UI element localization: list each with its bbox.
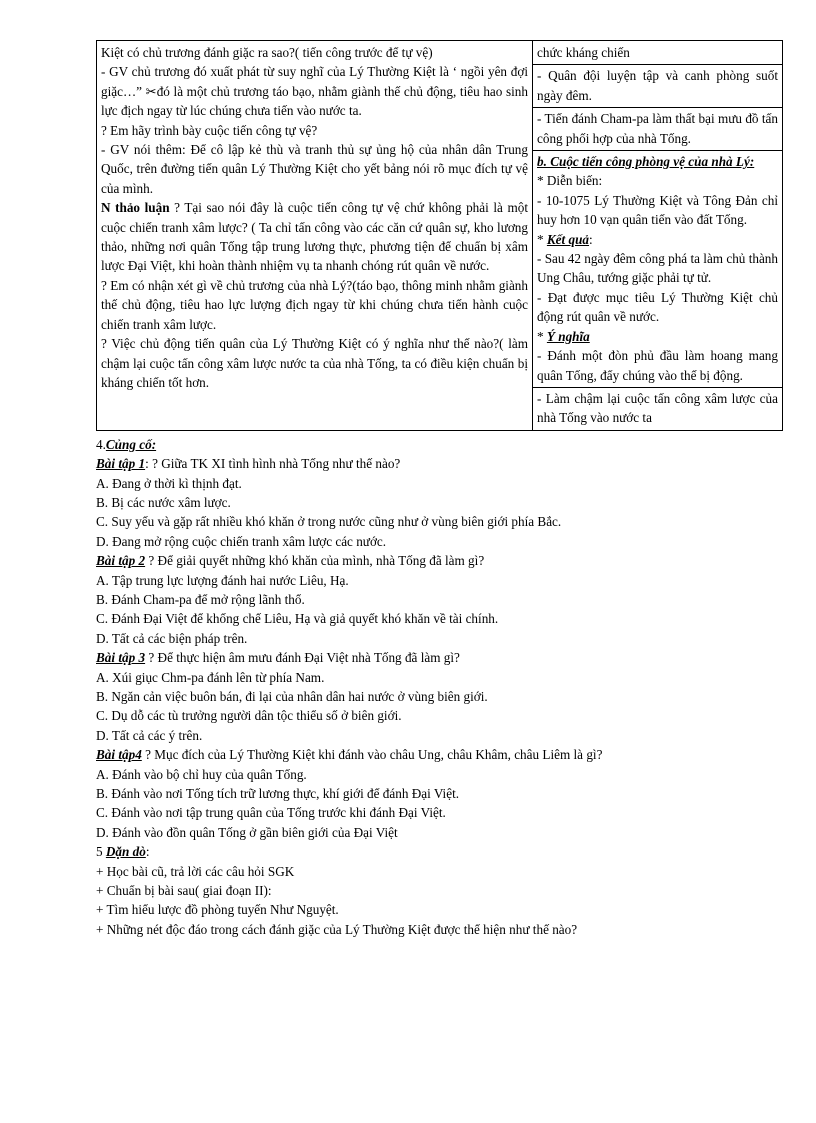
- right-divider: [533, 387, 782, 388]
- cung-co-heading: 4.Củng cố:: [96, 436, 157, 452]
- dien-bien-text: - 10-1075 Lý Thường Kiệt và Tông Đản chỉ huy hơn 10 vạn quân tiến vào đất Tống.: [537, 192, 778, 228]
- dan-do-item-3: + Tìm hiểu lược đồ phòng tuyến Như Nguyệt.: [96, 902, 339, 918]
- exercise-1-option-d: D. Đang mở rộng cuộc chiến tranh xâm lược các nước.: [96, 533, 387, 549]
- exercise-3-option-b: B. Ngăn cản việc buôn bán, đi lại của nhân dân hai nước ở vùng biên giới.: [96, 689, 488, 704]
- left-line-2: ? Em hãy trình bày cuộc tiến công tự vệ?: [101, 122, 318, 138]
- discussion-text: ? Tại sao nói đây là cuộc tiến công tự vệ chứ không phải là một cuộc chiến tranh xâm lược? ( Ta chỉ tấn công vào các căn cứ quân sự, kho lương thảo, những nơi quân Tống tập trung lương thực, phương tiện để chuẩn bị xâm lược Đại Việt, khi hoàn thành nhiệm vụ ta nhanh chóng rút quân về nước.: [101, 200, 528, 274]
- exercise-4-question: Bài tập4 ? Mục đích của Lý Thường Kiệt khi đánh vào châu Ung, châu Khâm, châu Liêm là gì?: [96, 747, 603, 763]
- discussion-paragraph: [101, 198, 528, 276]
- exercise-1-option-a: A. Đang ở thời kì thịnh đạt.: [96, 475, 242, 491]
- left-line-0: Kiệt có chủ trương đánh giặc ra sao?( tiến công trước để tự vệ): [101, 45, 433, 60]
- teacher-activity-column: [97, 41, 533, 431]
- exercise-3-question: Bài tập 3 ? Để thực hiện âm mưu đánh Đại Việt nhà Tống đã làm gì?: [96, 650, 460, 666]
- exercise-3-option-c: C. Dụ dỗ các tù trưởng người dân tộc thiểu số ở biên giới.: [96, 708, 402, 724]
- exercise-4-option-d: D. Đánh vào đồn quân Tống ở gần biên giới của Đại Việt: [96, 824, 398, 840]
- ket-qua-heading: * Kết quả:: [537, 231, 593, 247]
- exercise-4-option-c: C. Đánh vào nơi tập trung quân của Tống trước khi đánh Đại Việt.: [96, 805, 446, 821]
- page: [96, 40, 786, 939]
- exercise-4-option-a: A. Đánh vào bộ chỉ huy của quân Tống.: [96, 766, 307, 782]
- y-nghia-heading: * Ý nghĩa: [537, 328, 590, 344]
- right-divider: [533, 150, 782, 151]
- right-line-1: - Quân đội luyện tập và canh phòng suốt ngày đêm.: [537, 68, 778, 103]
- left-line-4: ? Em có nhận xét gì về chủ trương của nhà Lý?(táo bạo, thông minh nhằm giành thế chủ động, tiêu hao lực lượng địch ngay từ khi chúng chưa tiến hành cuộc chiến tranh xâm lược.: [101, 277, 528, 332]
- right-divider: [533, 107, 782, 108]
- dien-bien-label: * Diễn biến:: [537, 173, 603, 189]
- exercise-3-option-a: A. Xúi giục Chm-pa đánh lên từ phía Nam.: [96, 669, 325, 685]
- dan-do-item-1: + Học bài cũ, trả lời các câu hỏi SGK: [96, 863, 295, 879]
- exercise-3-option-d: D. Tất cả các ý trên.: [96, 727, 203, 743]
- dan-do-item-2: + Chuẩn bị bài sau( giai đoạn II):: [96, 883, 272, 899]
- exercise-2-question: Bài tập 2 ? Để giải quyết những khó khăn của mình, nhà Tống đã làm gì?: [96, 553, 485, 569]
- dan-do-item-4: + Những nét độc đáo trong cách đánh giặc của Lý Thường Kiệt được thể hiện như thế nào?: [96, 921, 578, 937]
- ket-qua-1: - Sau 42 ngày đêm công phá ta làm chủ thành Ung Châu, tướng giặc phải tự tử.: [537, 251, 778, 286]
- exercise-1-option-c: C. Suy yếu và gặp rất nhiều khó khăn ở trong nước cũng như ở vùng biên giới phía Bắc.: [96, 514, 562, 530]
- exercise-1-question: Bài tập 1: ? Giữa TK XI tình hình nhà Tống như thế nào?: [96, 456, 401, 472]
- section-b-heading: b. Cuộc tiến công phòng vệ của nhà Lý:: [537, 154, 755, 170]
- lesson-table: [96, 40, 783, 431]
- content-column: [533, 41, 783, 431]
- ket-qua-2: - Đạt được mục tiêu Lý Thường Kiệt chủ động rút quân về nước.: [537, 289, 778, 325]
- exercise-2-option-b: B. Đánh Cham-pa để mở rộng lãnh thổ.: [96, 591, 305, 607]
- exercise-2-option-a: A. Tập trung lực lượng đánh hai nước Liêu, Hạ.: [96, 572, 349, 588]
- exercise-4-option-b: B. Đánh vào nơi Tống tích trữ lương thực, khí giới để đánh Đại Việt.: [96, 786, 460, 802]
- y-nghia-1: - Đánh một đòn phủ đầu làm hoang mang quân Tống, đẩy chúng vào thế bị động.: [537, 348, 778, 383]
- dan-do-heading: 5 Dặn dò:: [96, 844, 150, 860]
- y-nghia-2: - Làm chậm lại cuộc tấn công xâm lược của nhà Tống vào nước ta: [537, 390, 778, 426]
- exercise-2-option-c: C. Đánh Đại Việt để khống chế Liêu, Hạ và giả quyết khó khăn về tài chính.: [96, 611, 499, 627]
- left-line-1: - GV chủ trương đó xuất phát từ suy nghĩ của Lý Thường Kiệt là ‘ ngồi yên đợi giặc…” ✂đó là một chủ trương táo bạo, nhằm giành thế chủ động, tiêu hao sinh lực địch ngay từ lúc chúng chưa tiến vào nước ta.: [101, 64, 528, 119]
- left-line-3: - GV nói thêm: Để cô lập kẻ thù và tranh thủ sự ủng hộ của nhân dân Trung Quốc, trên đường tiến quân Lý Thường Kiệt cho yết bảng nói rõ mục đích tự vệ của mình.: [101, 142, 528, 196]
- right-line-2: - Tiến đánh Cham-pa làm thất bại mưu đồ tấn công phối hợp của nhà Tống.: [537, 111, 778, 146]
- right-line-0: chức kháng chiến: [537, 45, 630, 60]
- left-line-5: ? Việc chủ động tiến quân của Lý Thường Kiệt có ý nghĩa như thế nào?( làm chậm lại cuộc tấn công xâm lược nước ta của nhà Tống, ta có điều kiện chuẩn bị kháng chiến tốt hơn.: [101, 336, 528, 390]
- right-divider: [533, 64, 782, 65]
- consolidation-section: [96, 435, 786, 940]
- exercise-2-option-d: D. Tất cả các biện pháp trên.: [96, 630, 248, 646]
- exercise-1-option-b: B. Bị các nước xâm lược.: [96, 494, 231, 510]
- discussion-label: N thảo luận: [101, 200, 170, 216]
